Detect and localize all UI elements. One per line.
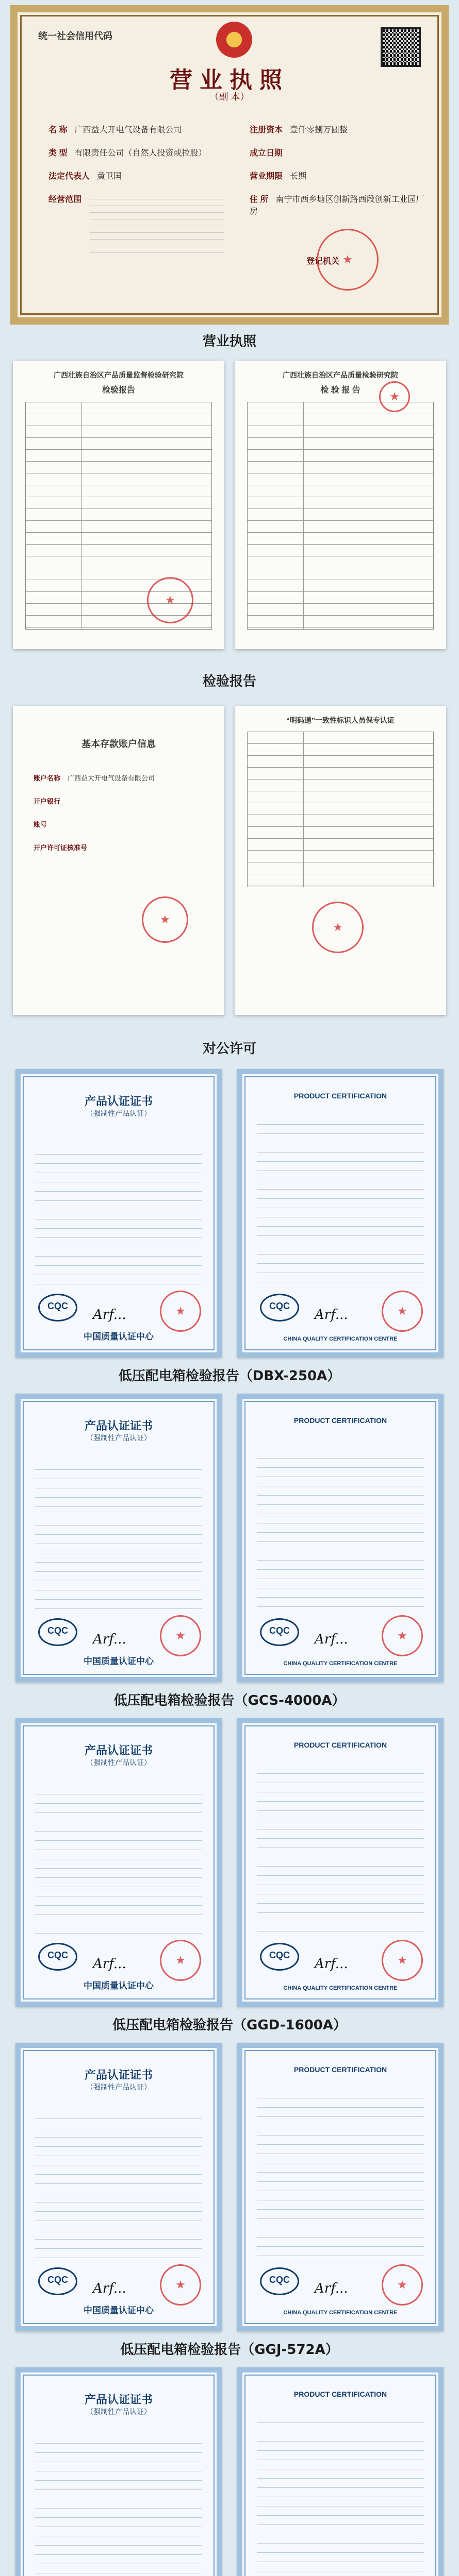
signature: Arf... [315,1307,348,1323]
permit-field: 开户银行 [34,798,61,805]
permit-left: 基本存款账户信息 账户名称 广西益大开电气设备有限公司 开户银行 账号 开户许可证核准号 ★ [13,706,224,1015]
cqc-logo-icon: CQC [260,1294,299,1321]
signature: Arf... [315,1632,348,1647]
cert-seal [160,1615,201,1656]
signature: Arf... [315,1956,348,1972]
cert-cn-dbx: 产品认证证书 （强制性产品认证） CQC Arf... ★ 中国质量认证中心 [15,1069,222,1358]
cert-en-ggj: PRODUCT CERTIFICATION CQC Arf... ★ CHINA QUALITY CERTIFICATION CENTRE [237,2043,444,2331]
license-registry-row: 登记机关 [306,257,340,266]
license-capital-row: 注册资本 壹仟零捌万圆整 [250,126,348,134]
cert-en-ggd: PRODUCT CERTIFICATION CQC Arf... ★ CHINA QUALITY CERTIFICATION CENTRE [237,1718,444,2007]
business-license [10,5,449,325]
license-legal-row: 法定代表人 黄卫国 [48,172,122,181]
caption-lv-ggj: 低压配电箱检验报告（GGJ-572A） [120,2342,339,2358]
permit-seal [312,902,364,953]
cert-en-dbx: PRODUCT CERTIFICATION CQC Arf... ★ CHINA QUALITY CERTIFICATION CENTRE [237,1069,444,1358]
caption-lv-ggd: 低压配电箱检验报告（GGD-1600A） [112,2018,347,2033]
cqc-logo-icon: CQC [38,2267,77,2295]
caption-business-license: 营业执照 [202,334,256,349]
inspection-seal [379,381,410,412]
license-address-row: 住 所 南宁市西乡塘区创新路西段创新工业园厂房 [250,195,424,216]
license-scope-row: 经营范围 [48,195,82,204]
caption-external-permit: 对公许可 [202,1041,256,1057]
signature: Arf... [93,1956,126,1972]
national-emblem-icon [216,22,252,58]
license-copy-label: （副 本） [209,92,250,102]
cert-en-xl: PRODUCT CERTIFICATION [237,2367,444,2576]
cert-seal [160,2264,201,2306]
license-term-row: 营业期限 长期 [250,172,307,181]
cqc-logo-icon: CQC [260,1943,299,1971]
license-name-row: 名 称 广西益大开电气设备有限公司 [48,126,182,134]
cert-cn-ggj: 产品认证证书 （强制性产品认证） CQC Arf... ★ 中国质量认证中心 [15,2043,222,2331]
inspection-report-left: 广西壮族自治区产品质量监督检验研究院 检验报告 ★ [13,361,224,649]
signature: Arf... [93,1307,126,1323]
inspection-report-right: 广西壮族自治区产品质量检验研究院 检 验 报 告 ★ [235,361,446,649]
cqc-logo-icon: CQC [38,1618,77,1646]
cert-en-gcs: PRODUCT CERTIFICATION CQC Arf... ★ CHINA QUALITY CERTIFICATION CENTRE [237,1394,444,1682]
permit-table [247,732,434,887]
signature: Arf... [93,1632,126,1647]
cqc-logo-icon: CQC [38,1294,77,1321]
inspection-seal [147,577,193,623]
bank-seal [142,896,188,943]
scope-text-lines [90,193,224,255]
cert-seal [160,1940,201,1981]
license-date-row: 成立日期 [250,149,283,158]
cert-seal [382,1940,423,1981]
cert-seal [382,1615,423,1656]
cqc-logo-icon: CQC [260,2267,299,2295]
cert-cn-ggd: 产品认证证书 （强制性产品认证） CQC Arf... ★ 中国质量认证中心 [15,1718,222,2007]
cert-seal [382,2264,423,2306]
permit-field: 账户名称 广西益大开电气设备有限公司 [34,774,155,782]
cqc-logo-icon: CQC [38,1943,77,1971]
permit-field: 账号 [34,821,47,828]
cert-seal [382,1291,423,1332]
registry-seal [317,229,379,291]
cert-cn-gcs: 产品认证证书 （强制性产品认证） CQC Arf... ★ 中国质量认证中心 [15,1394,222,1682]
credit-code: 统一社会信用代码 [38,31,112,41]
license-title: 营业执照 [170,67,289,93]
cert-seal [160,1291,201,1332]
caption-lv-dbx: 低压配电箱检验报告（DBX-250A） [118,1368,341,1384]
license-type-row: 类 型 有限责任公司（自然人投资或控股） [48,149,207,158]
permit-right: “明码通”一致性标识人员保专认证 ★ [235,706,446,1015]
signature: Arf... [315,2281,348,2296]
cqc-logo-icon: CQC [260,1618,299,1646]
permit-field: 开户许可证核准号 [34,844,88,852]
signature: Arf... [93,2281,126,2296]
caption-inspection-report: 检验报告 [202,674,256,689]
cert-cn-xl: 产品认证证书 （强制性产品认证） [15,2367,222,2576]
caption-lv-gcs: 低压配电箱检验报告（GCS-4000A） [113,1693,346,1708]
inspection-table [247,402,434,630]
